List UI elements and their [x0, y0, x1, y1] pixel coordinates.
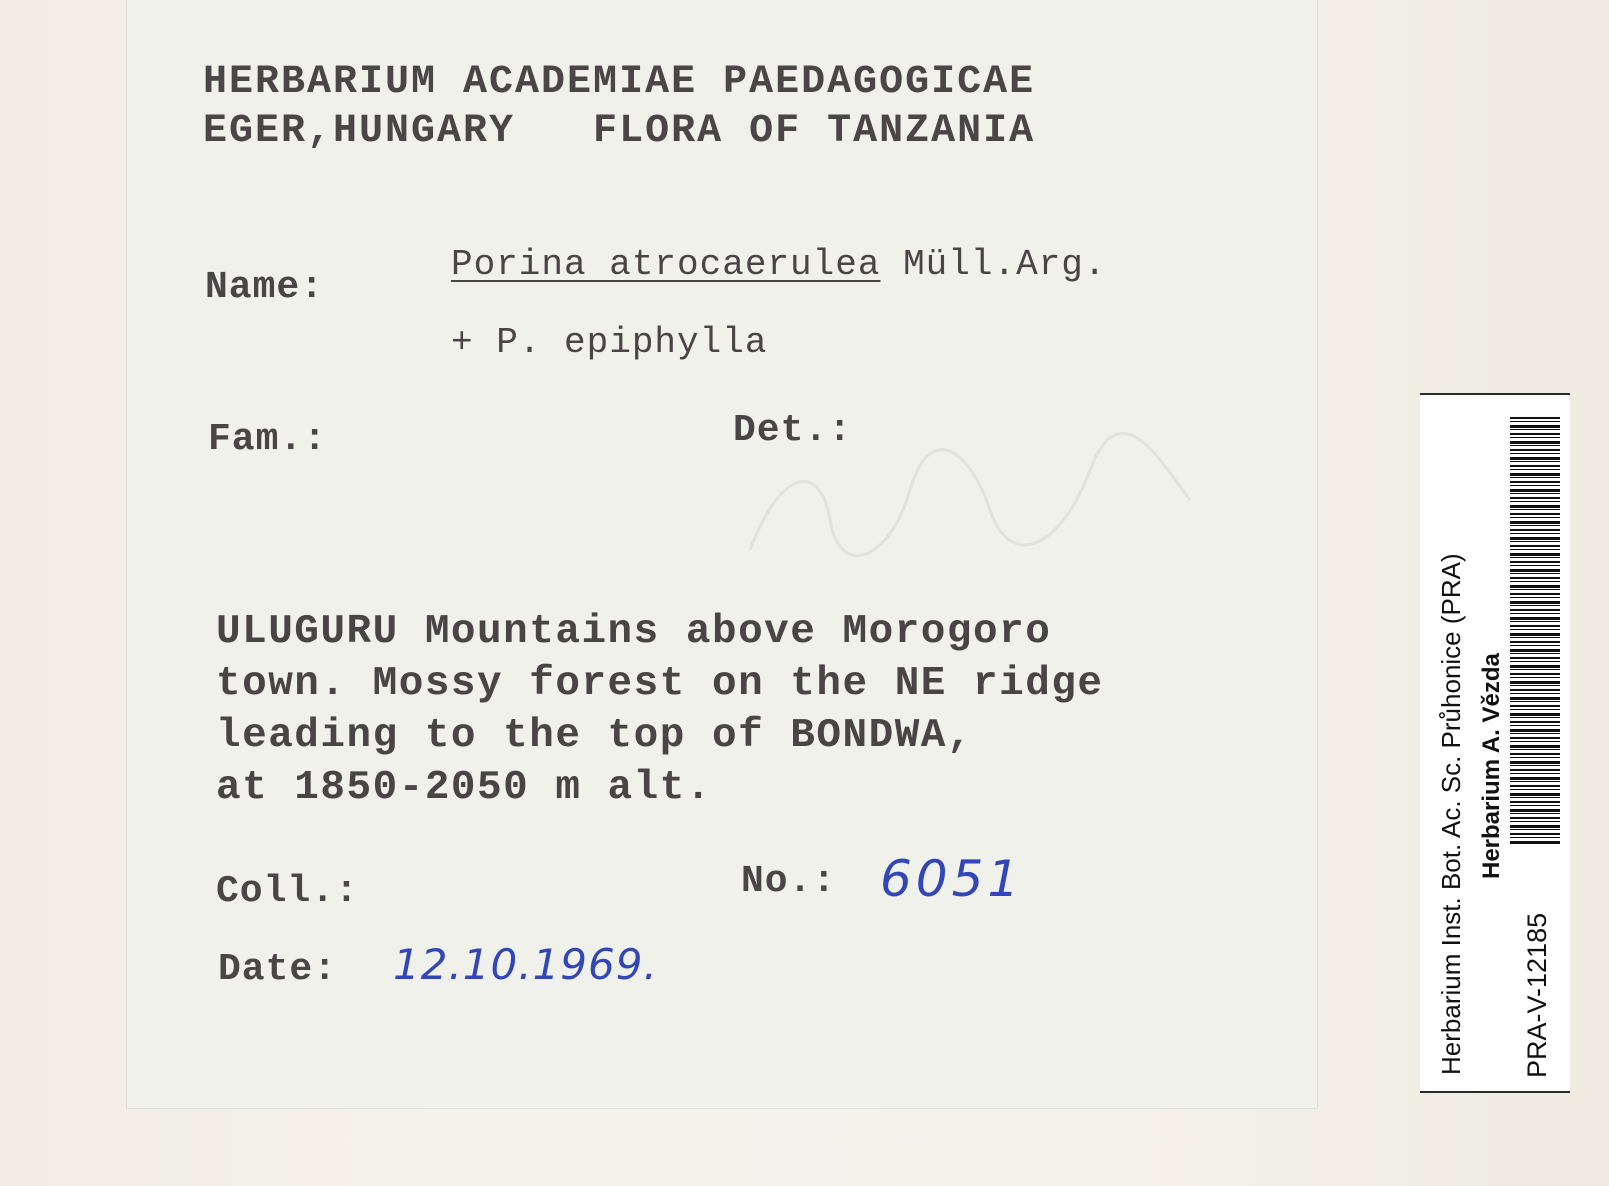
number-label: No.: [741, 860, 837, 903]
specimen-label [127, 0, 1317, 1108]
taxon-name [451, 244, 1107, 285]
date-label: Date: [218, 948, 338, 991]
herbarium-heading [203, 58, 1035, 156]
locality-text [216, 606, 1104, 814]
tag-institution: Herbarium Inst. Bot. Ac. Sc. Průhonice (PRA) [1436, 553, 1466, 1075]
taxon-binomial: Porina atrocaerulea [451, 244, 881, 285]
locality-line-3: leading to the top of BONDWA, [216, 713, 974, 759]
determiner-label: Det.: [733, 409, 853, 452]
heading-line-1: HERBARIUM ACADEMIAE PAEDAGOGICAE [203, 60, 1036, 105]
tag-specimen-id: PRA-V-12185 [1522, 912, 1552, 1078]
barcode-tag [1420, 393, 1570, 1093]
locality-line-4: at 1850-2050 m alt. [216, 765, 712, 811]
taxon-author: Müll.Arg. [903, 244, 1107, 285]
locality-line-1: ULUGURU Mountains above Morogoro [216, 609, 1052, 655]
heading-line-2: EGER,HUNGARY FLORA OF TANZANIA [203, 109, 1036, 154]
family-label: Fam.: [208, 418, 328, 461]
tag-collection: Herbarium A. Vězda [1478, 653, 1505, 879]
collection-number: 6051 [880, 850, 1024, 908]
collector-label: Coll.: [216, 870, 359, 913]
barcode [1510, 417, 1560, 845]
additional-taxon: + P. epiphylla [451, 322, 768, 363]
name-label: Name: [205, 266, 325, 309]
collection-date: 12.10.1969. [393, 940, 658, 989]
locality-line-2: town. Mossy forest on the NE ridge [216, 661, 1104, 707]
